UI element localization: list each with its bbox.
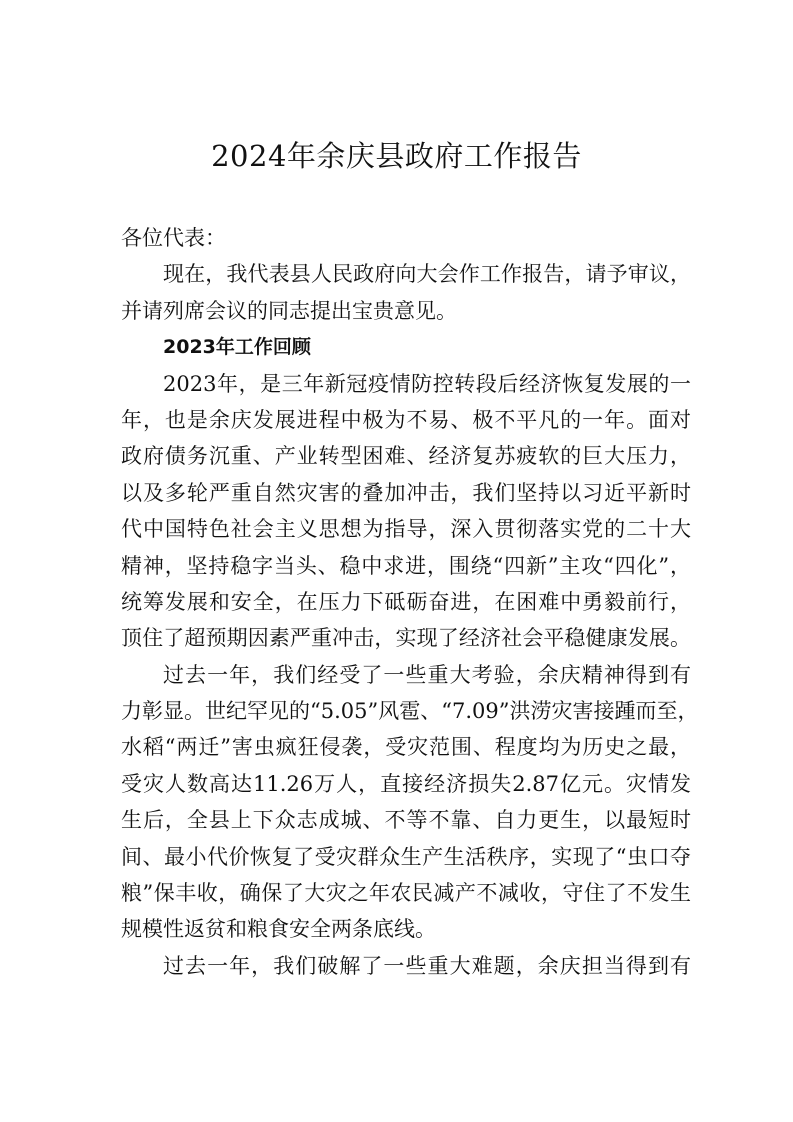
paragraph-line: 水稻“两迁”害虫疯狂侵袭，受灾范围、程度均为历史之最， [121, 735, 691, 760]
paragraph-line: 间、最小代价恢复了受灾群众生产生活秩序，实现了“虫口夺 [121, 844, 691, 869]
paragraph-line: 顶住了超预期因素严重冲击，实现了经济社会平稳健康发展。 [121, 626, 691, 651]
paragraph-line: 过去一年，我们经受了一些重大考验，余庆精神得到有 [163, 662, 691, 687]
paragraph-line: 2023年，是三年新冠疫情防控转段后经济恢复发展的一 [163, 371, 691, 396]
paragraph-line: 过去一年，我们破解了一些重大难题，余庆担当得到有 [163, 953, 691, 978]
paragraph-line: 受灾人数高达11.26万人，直接经济损失2.87亿元。灾情发 [121, 771, 691, 796]
paragraph-line: 精神，坚持稳字当头、稳中求进，围绕“四新”主攻“四化”， [121, 553, 691, 578]
paragraph-line: 粮”保丰收，确保了大灾之年农民减产不减收，守住了不发生 [121, 881, 691, 906]
paragraph-line: 政府债务沉重、产业转型困难、经济复苏疲软的巨大压力， [121, 444, 691, 469]
section-heading: 2023年工作回顾 [163, 336, 311, 359]
salutation-line: 各位代表： [121, 226, 226, 250]
document-body [121, 220, 699, 984]
paragraph-line: 代中国特色社会主义思想为指导，深入贯彻落实党的二十大 [121, 517, 691, 542]
paragraph-line: 力彰显。世纪罕见的“5.05”风雹、“7.09”洪涝灾害接踵而至， [121, 699, 699, 724]
paragraph-line: 规模性返贫和粮食安全两条底线。 [121, 917, 436, 942]
document-title: 2024年余庆县政府工作报告 [211, 139, 582, 173]
paragraph-line: 年，也是余庆发展进程中极为不易、极不平凡的一年。面对 [121, 407, 691, 432]
paragraph-line: 以及多轮严重自然灾害的叠加冲击，我们坚持以习近平新时 [121, 480, 691, 505]
paragraph-line: 统筹发展和安全，在压力下砥砺奋进，在困难中勇毅前行， [121, 589, 691, 614]
paragraph-line: 现在，我代表县人民政府向大会作工作报告，请予审议， [163, 262, 691, 287]
paragraph-line: 并请列席会议的同志提出宝贵意见。 [121, 298, 457, 323]
paragraph-line: 生后，全县上下众志成城、不等不靠、自力更生，以最短时 [121, 808, 691, 833]
